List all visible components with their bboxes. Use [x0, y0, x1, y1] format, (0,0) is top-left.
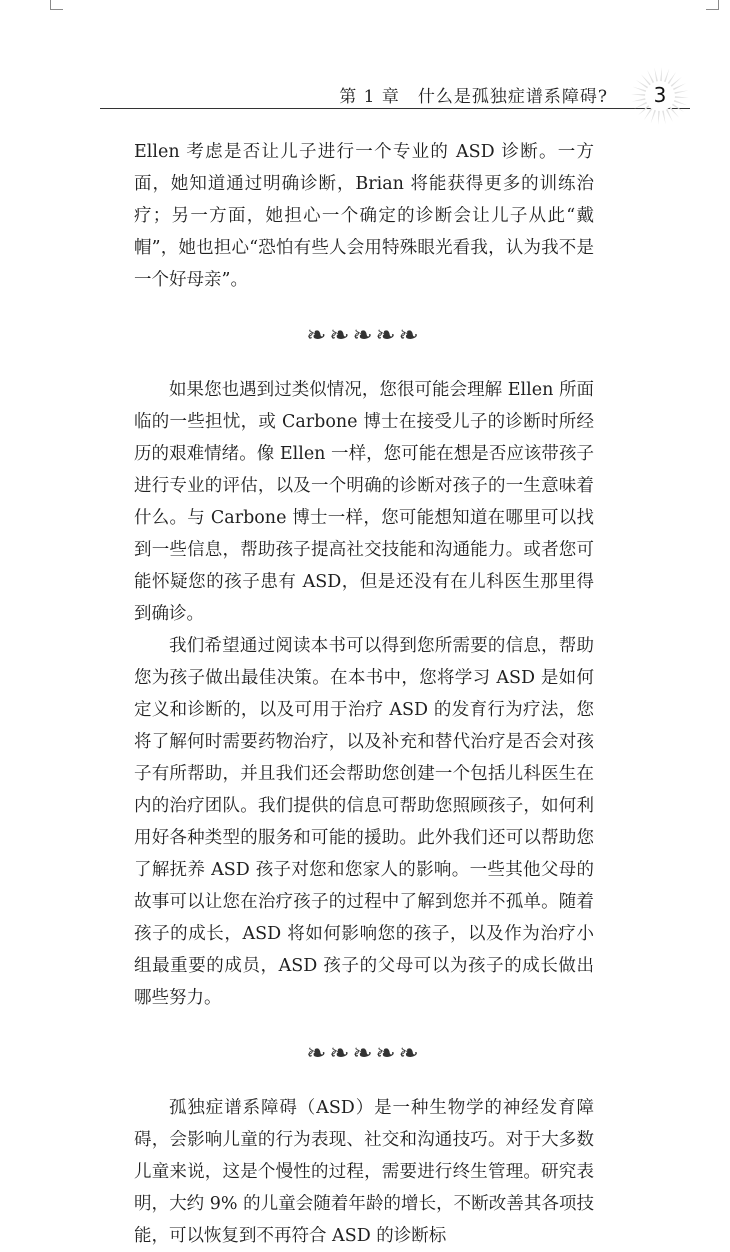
page-body — [134, 136, 594, 1252]
header-rule — [100, 108, 690, 109]
paragraph-asd-definition: 孤独症谱系障碍（ASD）是一种生物学的神经发育障碍，会影响儿童的行为表现、社交和沟通技巧。对于大多数儿童来说，这是个慢性的过程，需要进行终生管理。研究表明，大约 9% 的儿童会随着年龄的增长，不断改善其各项技能，可以恢复到不再符合 ASD 的诊断标 — [134, 1098, 594, 1246]
paragraph-book-purpose: 我们希望通过阅读本书可以得到您所需要的信息，帮助您为孩子做出最佳决策。在本书中，您将学习 ASD 是如何定义和诊断的，以及可用于治疗 ASD 的发育行为疗法，您将了解何时需要药物治疗，以及补充和替代治疗是否会对孩子有所帮助，并且我们还会帮助您创建一个包括儿科医生在内的治疗团队。我们提供的信息可帮助您照顾孩子，如何利用好各种类型的服务和可能的援助。此外我们还可以帮助您了解抚养 ASD 孩子对您和您家人的影响。一些其他父母的故事可以让您在治疗孩子的过程中了解到您并不孤单。随着孩子的成长，ASD 将如何影响您的孩子，以及作为治疗小组最重要的成员，ASD 孩子的父母可以为孩子的成长做出哪些努力。 — [134, 636, 594, 1008]
chapter-title: 第 1 章 什么是孤独症谱系障碍? — [339, 87, 608, 107]
fleuron-icon: ❧ — [352, 321, 376, 349]
fleuron-icon: ❧ — [398, 1039, 422, 1067]
fleuron-icon: ❧ — [329, 1039, 353, 1067]
fleuron-icon: ❧ — [306, 321, 330, 349]
crop-mark-right — [706, 0, 719, 10]
paragraph-similar-situation: 如果您也遇到过类似情况，您很可能会理解 Ellen 所面临的一些担忧，或 Carbone 博士在接受儿子的诊断时所经历的艰难情绪。像 Ellen 一样，您可能在想是否应该带孩子进行专业的评估，以及一个明确的诊断对孩子的一生意味着什么。与 Carbone 博士一样，您可能想知道在哪里可以找到一些信息，帮助孩子提高社交技能和沟通能力。或者您可能怀疑您的孩子患有 ASD，但是还没有在儿科医生那里得到确诊。 — [134, 380, 594, 624]
fleuron-icon: ❧ — [329, 321, 353, 349]
section-divider-ornament — [134, 1014, 594, 1092]
paragraph-ellen-decision: Ellen 考虑是否让儿子进行一个专业的 ASD 诊断。一方面，她知道通过明确诊断，Brian 将能获得更多的训练治疗；另一方面，她担心一个确定的诊断会让儿子从此“戴帽”，她也担心“恐怕有些人会用特殊眼光看我，认为我不是一个好母亲”。 — [134, 142, 594, 290]
page-number: 3 — [653, 83, 667, 107]
page-number-badge — [630, 66, 690, 126]
running-header — [100, 80, 690, 110]
fleuron-icon: ❧ — [375, 1039, 399, 1067]
section-divider-ornament — [134, 296, 594, 374]
fleuron-icon: ❧ — [375, 321, 399, 349]
crop-mark-left — [50, 0, 63, 10]
fleuron-icon: ❧ — [306, 1039, 330, 1067]
fleuron-icon: ❧ — [352, 1039, 376, 1067]
fleuron-icon: ❧ — [398, 321, 422, 349]
